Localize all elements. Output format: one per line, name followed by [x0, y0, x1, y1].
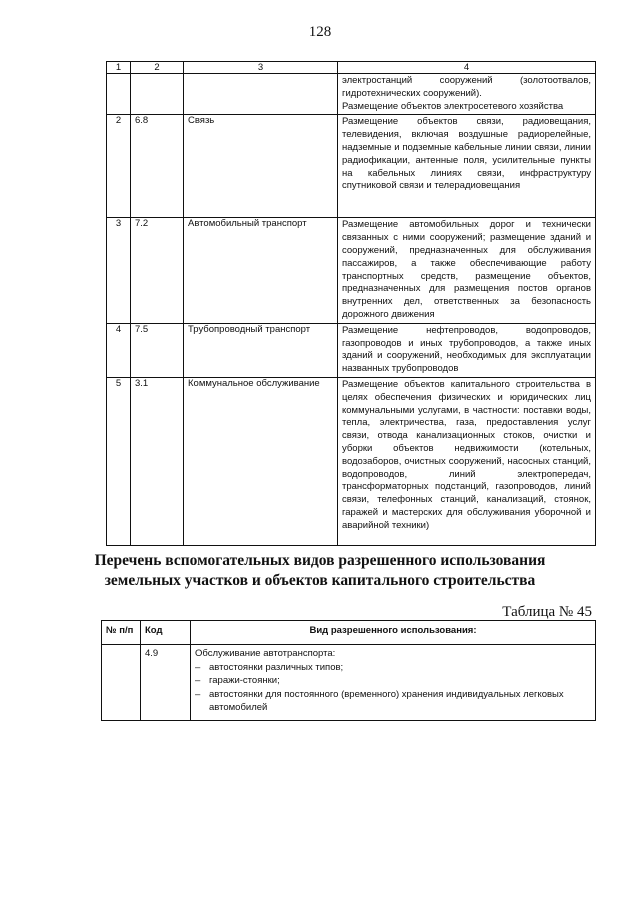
row-code: 3.1 — [131, 377, 184, 545]
column-header-number: № п/п — [102, 621, 141, 645]
row-code: 7.5 — [131, 323, 184, 377]
table-header-row — [102, 621, 596, 645]
description-text: Размещение объектов электросетевого хозяйства — [342, 100, 564, 112]
row-code: 4.9 — [141, 645, 191, 721]
land-use-table — [106, 61, 596, 546]
auxiliary-use-table — [101, 620, 596, 721]
row-number: 3 — [107, 218, 131, 323]
description-text: Размещение автомобильных дорог и технически связанных с ними сооружений; размещение зданий и сооружений, предназначенных для обслуживания пассажиров, а также обеспечивающие работу транспортных средств, размещение объектов, предназначенных для размещения постов органов внутренних дел, ответственных за безопасность дорожного движения — [342, 219, 591, 320]
row-number: 4 — [107, 323, 131, 377]
page-number: 128 — [308, 24, 332, 40]
column-header-code: Код — [141, 621, 191, 645]
dash-bullet: – — [195, 661, 201, 673]
table-row — [107, 115, 596, 218]
column-header: 2 — [131, 62, 184, 74]
table-label: Таблица № 45 — [502, 604, 592, 620]
list-item — [195, 688, 591, 715]
dash-bullet: – — [195, 688, 201, 700]
column-header: 3 — [184, 62, 338, 74]
description-text: Размещение нефтепроводов, водопроводов, газопроводов и иных трубопроводов, а также иных зданий и сооружений, необходимых для эксплуатации названных трубопроводов — [342, 324, 591, 375]
list-item-text: автостоянки различных типов; — [209, 661, 344, 673]
table-row — [107, 74, 596, 115]
row-description — [338, 323, 596, 377]
list-item — [195, 674, 591, 688]
row-name: Трубопроводный транспорт — [184, 323, 338, 377]
section-heading — [0, 551, 640, 591]
list-item — [195, 661, 591, 675]
row-name: Связь — [184, 115, 338, 218]
column-header-usage: Вид разрешенного использования: — [191, 621, 596, 645]
list-item-text: автостоянки для постоянного (временного) хранения индивидуальных легковых автомобилей — [209, 688, 564, 713]
table-row — [107, 218, 596, 323]
row-description — [338, 377, 596, 545]
row-number — [107, 74, 131, 115]
heading-line: Перечень вспомогательных видов разрешенного использования — [94, 552, 546, 569]
dash-bullet: – — [195, 675, 201, 686]
table-row — [107, 323, 596, 377]
row-code: 6.8 — [131, 115, 184, 218]
row-number — [102, 645, 141, 721]
row-description — [338, 115, 596, 218]
description-text: электростанций сооружений (золотоотвалов, гидротехнических сооружений). — [342, 75, 591, 99]
row-description — [338, 218, 596, 323]
usage-title: Обслуживание автотранспорта: — [195, 648, 336, 659]
table-row — [102, 645, 596, 721]
row-description — [338, 74, 596, 115]
table-row — [107, 377, 596, 545]
description-text: Размещение объектов связи, радиовещания, телевидения, включая воздушные радиорелейные, надземные и подземные кабельные линии связи, линии радиофикации, антенные поля, усилительные пункты на кабельных линиях связи, инфраструктуру спутниковой связи и телерадиовещания — [342, 116, 591, 192]
column-header: 1 — [107, 62, 131, 74]
row-name: Автомобильный транспорт — [184, 218, 338, 323]
column-header: 4 — [338, 62, 596, 74]
heading-line: земельных участков и объектов капитального строительства — [104, 572, 536, 589]
table-header-row — [107, 62, 596, 74]
list-item-text: гаражи-стоянки; — [209, 675, 280, 686]
row-number: 5 — [107, 377, 131, 545]
row-code — [131, 74, 184, 115]
row-number: 2 — [107, 115, 131, 218]
row-usage — [191, 645, 596, 721]
description-text: Размещение объектов капитального строительства в целях обеспечения физических и юридических лиц коммунальными услугами, в частности: поставки воды, тепла, электричества, газа, предоставления услуг связи, отвода канализационных стоков, очистки и уборки объектов недвижимости (котельных, водозаборов, очистных сооружений, насосных станций, водопроводов, линий электропередач, трансформаторных подстанций, газопроводов, линий связи, телефонных станций, канализаций, стоянок, гаражей и мастерских для обслуживания уборочной и аварийной техники) — [342, 378, 591, 531]
row-name — [184, 74, 338, 115]
row-name: Коммунальное обслуживание — [184, 377, 338, 545]
row-code: 7.2 — [131, 218, 184, 323]
